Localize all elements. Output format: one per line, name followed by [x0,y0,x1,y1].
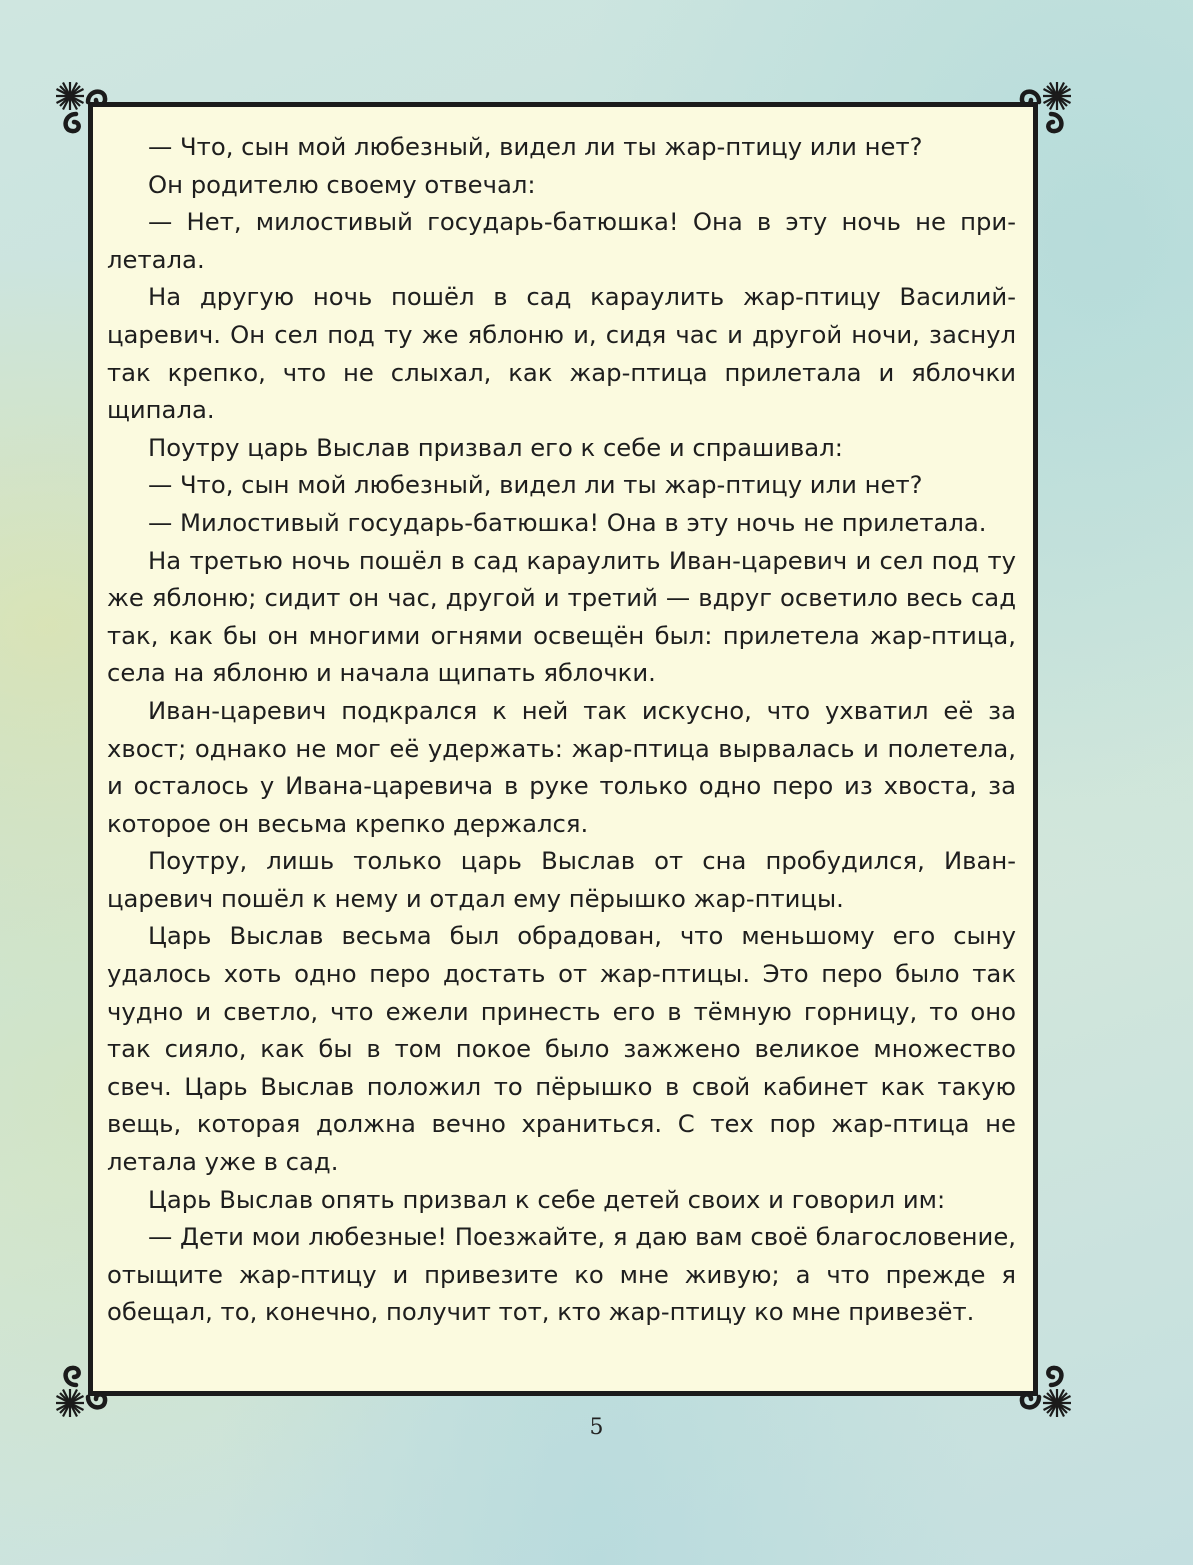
corner-ornament-top-right [1007,76,1077,146]
paragraph: — Дети мои любезные! Поезжайте, я даю вам своё благословение, отыщите жар-птицу и привезите ко мне живую; а что прежде я обещал, то, конечно, получит тот, кто жар-птицу ко мне привезёт. [107,1222,1016,1327]
page-number: 5 [589,1415,604,1440]
paragraph: — Милостивый государь-батюшка! Она в эту ночь не прилетала. [148,507,987,537]
paragraph: На другую ночь пошёл в сад караулить жар-птицу Василий-царевич. Он сел под ту же яблоню и, сидя час и другой ночи, заснул так крепко, что не слыхал, как жар-птица прилетала и яблочки щипала. [107,282,1016,425]
paragraph: Царь Выслав опять призвал к себе детей своих и говорил им: [148,1184,946,1214]
paragraph: Поутру царь Выслав призвал его к себе и спрашивал: [148,432,843,462]
paragraph: Иван-царевич подкрался к ней так искусно, что ухватил её за хвост; однако не мог её удержать: жар-птица вырвалась и полетела, и осталось у Ивана-царевича в руке только одно перо из хвоста, за которое он весьма крепко держался. [107,695,1016,838]
paragraph: — Что, сын мой любезный, видел ли ты жар-птицу или нет? [148,470,923,500]
paragraph: Он родителю своему отвечал: [148,169,536,199]
corner-ornament-bottom-left [50,1353,120,1423]
corner-ornament-bottom-right [1007,1353,1077,1423]
story-text [107,128,1016,1331]
paragraph: — Что, сын мой любезный, видел ли ты жар-птицу или нет? [148,132,923,161]
paragraph: Поутру, лишь только царь Выслав от сна пробудился, Иван-царевич пошёл к нему и отдал ему пёрышко жар-птицы. [107,846,1016,913]
paragraph: Царь Выслав весьма был обрадован, что меньшому его сыну удалось хоть одно перо достать от жар-птицы. Это перо было так чудно и светло, что ежели принесть его в тёмную горницу, то оно так сияло, как бы в том покое было зажжено великое множество свеч. Царь Выслав положил то пёрышко в свой кабинет как такую вещь, которая должна вечно храниться. С тех пор жар-птица не летала уже в сад. [107,921,1016,1177]
paragraph: — Нет, милостивый государь-батюшка! Она в эту ночь не прилетала. [107,207,1016,274]
paragraph: На третью ночь пошёл в сад караулить Иван-царевич и сел под ту же яблоню; сидит он час, другой и третий — вдруг осветило весь сад так, как бы он многими огнями освещён был: прилетела жар-птица, села на яблоню и начала щипать яблочки. [107,545,1016,688]
